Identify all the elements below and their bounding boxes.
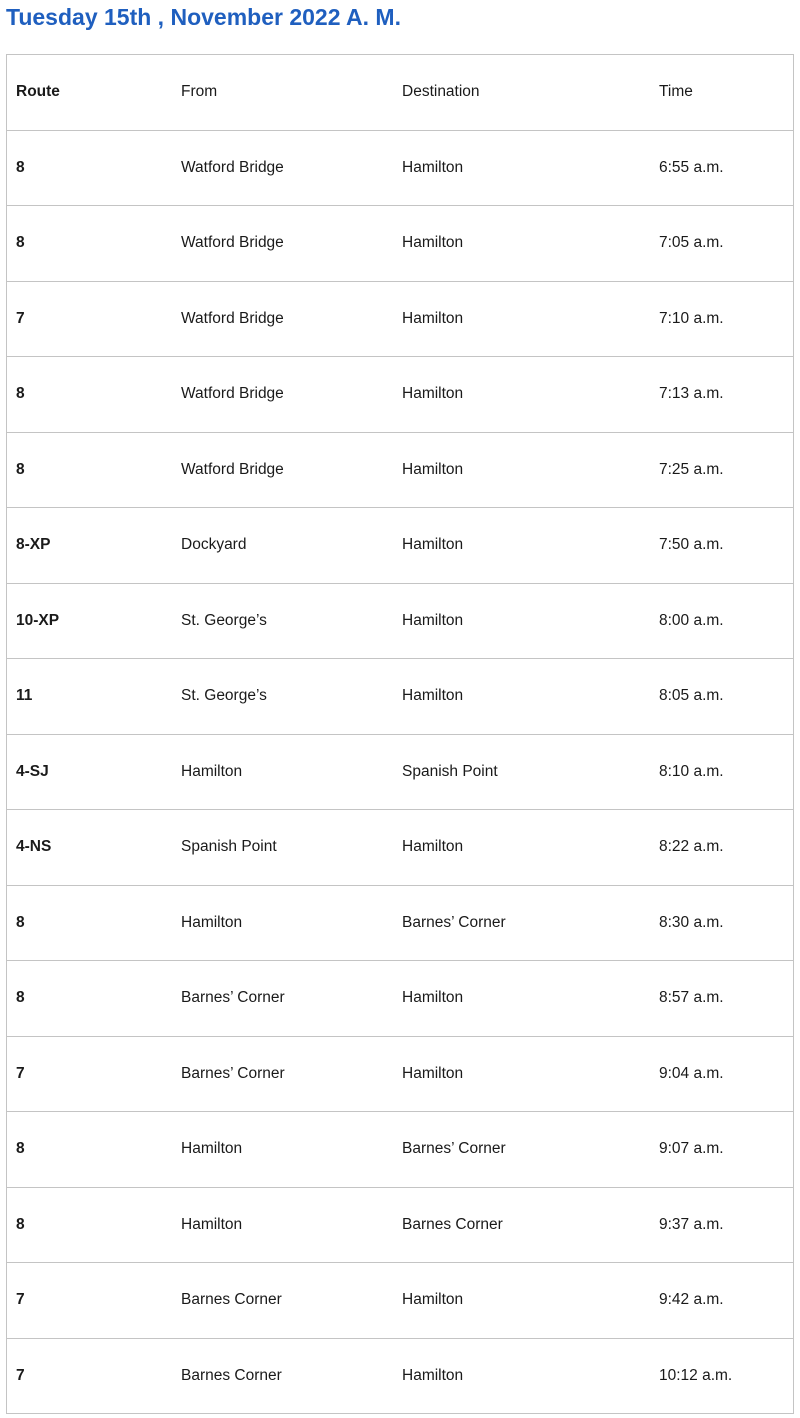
page-title: Tuesday 15th , November 2022 A. M. bbox=[6, 4, 401, 30]
table-row bbox=[7, 583, 794, 659]
table-row bbox=[7, 659, 794, 735]
cell-time: 10:12 a.m. bbox=[659, 1338, 794, 1414]
cell-time: 7:05 a.m. bbox=[659, 206, 794, 282]
cell-route: 8 bbox=[7, 961, 172, 1037]
table-row bbox=[7, 1187, 794, 1263]
column-header-destination: Destination bbox=[402, 55, 659, 131]
cell-route: 4-NS bbox=[7, 810, 172, 886]
cell-destination: Hamilton bbox=[402, 508, 659, 584]
table-row bbox=[7, 1263, 794, 1339]
cell-time: 9:42 a.m. bbox=[659, 1263, 794, 1339]
cell-route: 7 bbox=[7, 281, 172, 357]
table-row bbox=[7, 206, 794, 282]
table-body bbox=[7, 130, 794, 1414]
cell-route: 8 bbox=[7, 1187, 172, 1263]
cell-from: Watford Bridge bbox=[171, 281, 402, 357]
cell-route: 8 bbox=[7, 357, 172, 433]
cell-time: 8:00 a.m. bbox=[659, 583, 794, 659]
cell-from: Watford Bridge bbox=[171, 432, 402, 508]
cell-time: 8:57 a.m. bbox=[659, 961, 794, 1037]
table-row bbox=[7, 734, 794, 810]
cell-from: Watford Bridge bbox=[171, 357, 402, 433]
cell-destination: Hamilton bbox=[402, 583, 659, 659]
column-header-from: From bbox=[171, 55, 402, 131]
cell-route: 10-XP bbox=[7, 583, 172, 659]
table-row bbox=[7, 130, 794, 206]
cell-time: 9:37 a.m. bbox=[659, 1187, 794, 1263]
cell-time: 6:55 a.m. bbox=[659, 130, 794, 206]
cell-from: Hamilton bbox=[171, 1187, 402, 1263]
cell-destination: Hamilton bbox=[402, 1263, 659, 1339]
cell-destination: Hamilton bbox=[402, 206, 659, 282]
cell-destination: Hamilton bbox=[402, 1338, 659, 1414]
cell-from: Barnes’ Corner bbox=[171, 961, 402, 1037]
cell-route: 7 bbox=[7, 1338, 172, 1414]
column-header-route: Route bbox=[7, 55, 172, 131]
cell-from: Dockyard bbox=[171, 508, 402, 584]
cell-from: Watford Bridge bbox=[171, 130, 402, 206]
table-row bbox=[7, 810, 794, 886]
cell-destination: Hamilton bbox=[402, 810, 659, 886]
cell-route: 8 bbox=[7, 432, 172, 508]
cell-from: Barnes Corner bbox=[171, 1263, 402, 1339]
cell-destination: Hamilton bbox=[402, 130, 659, 206]
cell-route: 7 bbox=[7, 1263, 172, 1339]
cell-time: 8:22 a.m. bbox=[659, 810, 794, 886]
column-header-time: Time bbox=[659, 55, 794, 131]
table-row bbox=[7, 432, 794, 508]
table-header bbox=[7, 55, 794, 131]
cell-route: 8 bbox=[7, 206, 172, 282]
table-row bbox=[7, 885, 794, 961]
cell-destination: Spanish Point bbox=[402, 734, 659, 810]
cell-route: 7 bbox=[7, 1036, 172, 1112]
cell-route: 8-XP bbox=[7, 508, 172, 584]
cell-from: St. George’s bbox=[171, 659, 402, 735]
table-row bbox=[7, 357, 794, 433]
cell-route: 8 bbox=[7, 885, 172, 961]
cell-destination: Barnes Corner bbox=[402, 1187, 659, 1263]
cell-destination: Barnes’ Corner bbox=[402, 885, 659, 961]
cell-route: 11 bbox=[7, 659, 172, 735]
cell-time: 8:10 a.m. bbox=[659, 734, 794, 810]
cell-time: 7:13 a.m. bbox=[659, 357, 794, 433]
cell-destination: Hamilton bbox=[402, 281, 659, 357]
cell-from: Watford Bridge bbox=[171, 206, 402, 282]
cell-from: Hamilton bbox=[171, 734, 402, 810]
cell-from: Barnes Corner bbox=[171, 1338, 402, 1414]
cell-destination: Hamilton bbox=[402, 357, 659, 433]
cell-from: Spanish Point bbox=[171, 810, 402, 886]
cell-from: Barnes’ Corner bbox=[171, 1036, 402, 1112]
cell-from: St. George’s bbox=[171, 583, 402, 659]
cell-destination: Hamilton bbox=[402, 659, 659, 735]
cell-time: 8:05 a.m. bbox=[659, 659, 794, 735]
cell-route: 8 bbox=[7, 130, 172, 206]
cell-destination: Hamilton bbox=[402, 1036, 659, 1112]
cell-from: Hamilton bbox=[171, 885, 402, 961]
cell-time: 9:07 a.m. bbox=[659, 1112, 794, 1188]
cell-time: 7:25 a.m. bbox=[659, 432, 794, 508]
table-row bbox=[7, 1338, 794, 1414]
cell-destination: Hamilton bbox=[402, 432, 659, 508]
table-row bbox=[7, 281, 794, 357]
bus-schedule-table bbox=[6, 54, 794, 1414]
cell-route: 8 bbox=[7, 1112, 172, 1188]
cell-time: 7:50 a.m. bbox=[659, 508, 794, 584]
cell-time: 8:30 a.m. bbox=[659, 885, 794, 961]
cell-route: 4-SJ bbox=[7, 734, 172, 810]
cell-destination: Barnes’ Corner bbox=[402, 1112, 659, 1188]
cell-from: Hamilton bbox=[171, 1112, 402, 1188]
cell-time: 7:10 a.m. bbox=[659, 281, 794, 357]
table-row bbox=[7, 1112, 794, 1188]
cell-destination: Hamilton bbox=[402, 961, 659, 1037]
table-header-row bbox=[7, 55, 794, 131]
table-row bbox=[7, 961, 794, 1037]
cell-time: 9:04 a.m. bbox=[659, 1036, 794, 1112]
table-row bbox=[7, 1036, 794, 1112]
table-row bbox=[7, 508, 794, 584]
